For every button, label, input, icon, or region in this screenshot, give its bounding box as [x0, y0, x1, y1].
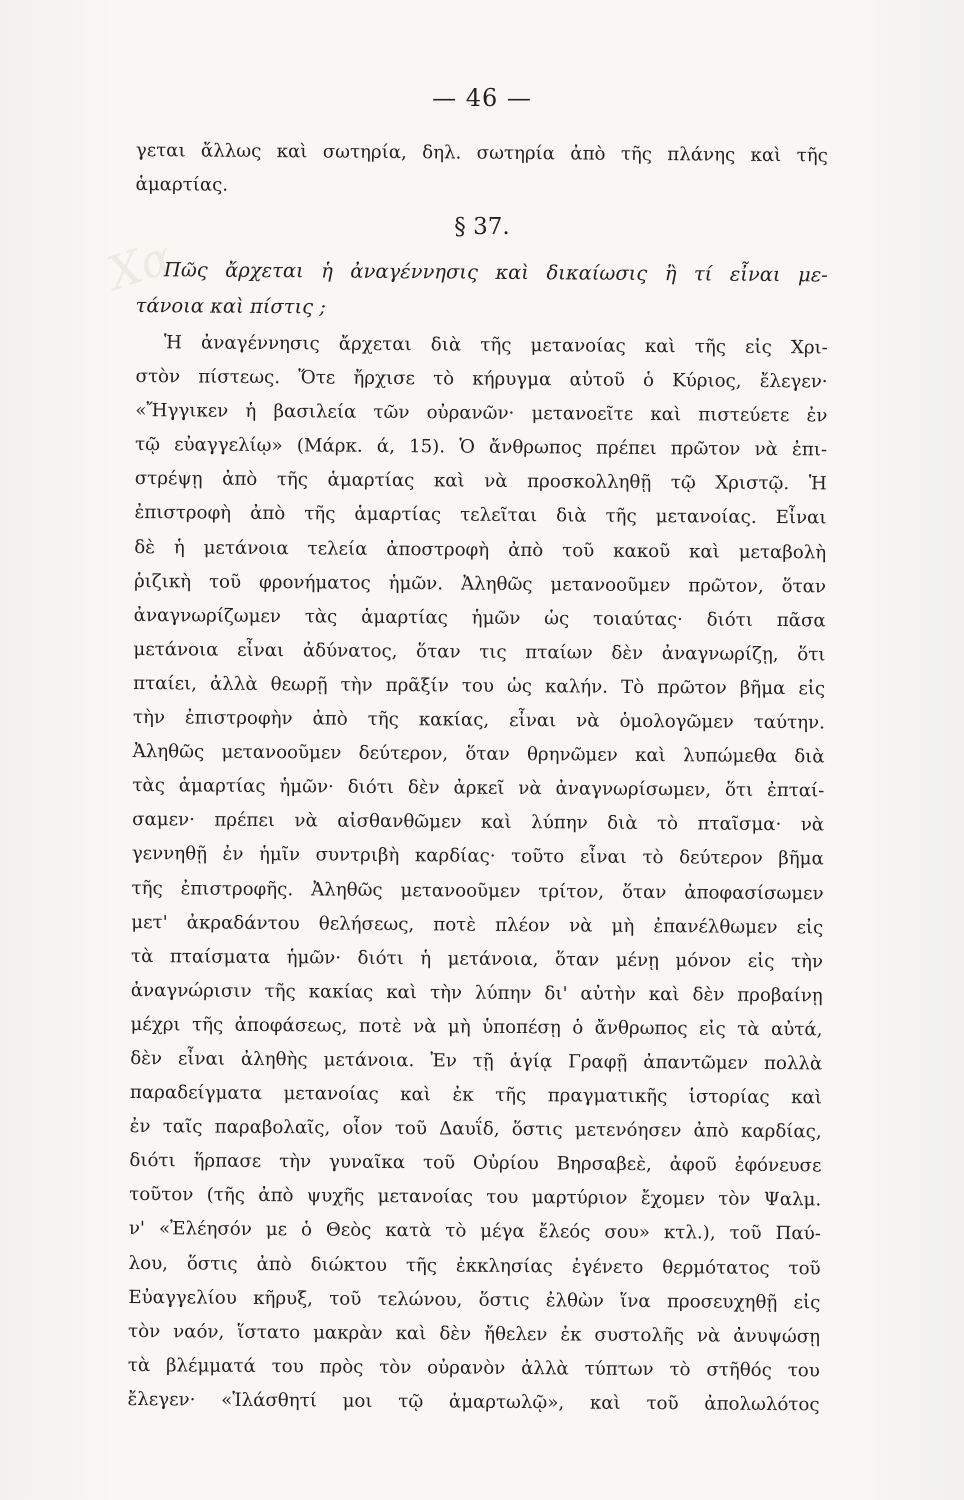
text-line: ἐπιστροφὴ ἀπὸ τῆς ἁμαρτίας τελεῖται διὰ τῆς μετανοίας. Εἶναι	[134, 502, 827, 529]
text-line: στρέψῃ ἀπὸ τῆς ἁμαρτίας καὶ νὰ προσκολληθῇ τῷ Χριστῷ. Ἡ	[134, 468, 827, 495]
text-line: «Ἤγγικεν ἡ βασιλεία τῶν οὐρανῶν· μετανοεῖτε καὶ πιστεύετε ἐν	[135, 400, 828, 427]
text-line: ἀναγνωρίζωμεν τὰς ἁμαρτίας ἡμῶν ὡς τοιαύτας· διότι πᾶσα	[133, 604, 826, 632]
text-line: μέχρι τῆς ἀποφάσεως, ποτὲ νὰ μὴ ὑποπέσῃ ὁ ἄνθρωπος εἰς τὰ αὐτά,	[130, 1013, 823, 1041]
text-line: δὲ ἡ μετάνοια τελεία ἀποστροφὴ ἀπὸ τοῦ κακοῦ καὶ μεταβολὴ	[134, 536, 827, 563]
text-line: Ἀληθῶς μετανοοῦμεν δεύτερον, ὅταν θρηνῶμεν καὶ λυπώμεθα διὰ	[132, 741, 825, 768]
text-line: τοῦτον (τῆς ἀπὸ ψυχῆς μετανοίας του μαρτύριον ἔχομεν τὸν Ψαλμ.	[129, 1184, 822, 1211]
body-paragraph	[127, 326, 828, 1422]
text-line: τὰ πταίσματα ἡμῶν· διότι ἡ μετάνοια, ὅταν μένῃ μόνον εἰς τὴν	[130, 945, 824, 973]
section-question	[135, 252, 828, 329]
text-line: γεννηθῇ ἐν ἡμῖν συντριβὴ καρδίας· τοῦτο εἶναι τὸ δεύτερον βῆμα	[131, 843, 824, 870]
text-line: Εὐαγγελίου κῆρυξ, τοῦ τελώνου, ὅστις ἐλθὼν ἵνα προσευχηθῇ εἰς	[128, 1286, 821, 1314]
text-line: μετάνοια εἶναι ἀδύνατος, ὅταν τις πταίων δὲν ἀναγνωρίζῃ, ὅτι	[133, 638, 826, 666]
text-line: τῷ εὐαγγελίῳ» (Μάρκ. ά, 15). Ὁ ἄνθρωπος πρέπει πρῶτον νὰ ἐπι-	[134, 434, 828, 461]
text-line: τὰ βλέμματά του πρὸς τὸν οὐρανὸν ἀλλὰ τύπτων τὸ στῆθός του	[127, 1354, 820, 1382]
text-line: τὰς ἁμαρτίας ἡμῶν· διότι δὲν ἀρκεῖ νὰ ἀναγνωρίσωμεν, ὅτι ἐπταί-	[132, 775, 825, 802]
margin-mark: Χα	[101, 229, 179, 301]
section-heading: § 37.	[454, 214, 510, 240]
text-line: τὸν ναόν, ἵστατο μακρὰν καὶ δὲν ἤθελεν ἐκ συστολῆς νὰ ἀνυψώσῃ	[128, 1320, 821, 1348]
text-line: σαμεν· πρέπει νὰ αἰσθανθῶμεν καὶ λύπην διὰ τὸ πταῖσμα· νὰ	[132, 809, 825, 836]
text-line: γεται ἄλλως καὶ σωτηρία, δηλ. σωτηρία ἀπὸ τῆς πλάνης καὶ τῆς	[135, 139, 828, 167]
text-line: τὴν ἐπιστροφὴν ἀπὸ τῆς κακίας, εἶναι νὰ ὁμολογῶμεν ταύτην.	[132, 707, 825, 734]
text-line: παραδείγματα μετανοίας καὶ ἐκ τῆς πραγματικῆς ἱστορίας καὶ	[129, 1082, 823, 1109]
text-line: ν' «Ἐλέησόν με ὁ Θεὸς κατὰ τὸ μέγα ἔλεός σου» κτλ.), τοῦ Παύ-	[128, 1218, 821, 1245]
text-line: πταίει, ἀλλὰ θεωρῇ τὴν πρᾶξίν του ὡς καλήν. Τὸ πρῶτον βῆμα εἰς	[133, 672, 826, 700]
text-line: ἔλεγεν· «Ἱλάσθητί μοι τῷ ἁμαρτωλῷ», καὶ τοῦ ἀπολωλότος	[127, 1388, 820, 1416]
text-line: ἐν ταῖς παραβολαῖς, οἷον τοῦ Δαυΐδ, ὅστις μετενόησεν ἀπὸ καρδίας,	[129, 1116, 822, 1143]
intro-paragraph	[135, 134, 828, 208]
page-number: — 46 —	[432, 84, 532, 112]
text-line: στὸν πίστεως. Ὅτε ἤρχισε τὸ κήρυγμα αὐτοῦ ὁ Κύριος, ἔλεγεν·	[135, 366, 828, 393]
question-line: Πῶς ἄρχεται ἡ ἀναγέννησις καὶ δικαίωσις ἢ τί εἶναι με-	[163, 258, 828, 287]
text-line: ἁμαρτίας.	[135, 174, 229, 196]
text-line: μετ' ἀκραδάντου θελήσεως, ποτὲ πλέον νὰ μὴ ἐπανέλθωμεν εἰς	[131, 911, 824, 939]
text-line: δὲν εἶναι ἀληθὴς μετάνοια. Ἐν τῇ ἁγίᾳ Γραφῇ ἀπαντῶμεν πολλὰ	[130, 1047, 823, 1075]
text-line: Ἡ ἀναγέννησις ἄρχεται διὰ τῆς μετανοίας καὶ τῆς εἰς Χρι-	[163, 332, 828, 359]
text-line: διότι ἥρπασε τὴν γυναῖκα τοῦ Οὐρίου Βηρσαβεὲ, ἀφοῦ ἐφόνευσε	[129, 1150, 822, 1177]
question-line: τάνοια καὶ πίστις ;	[135, 293, 326, 319]
text-line: λου, ὅστις ἀπὸ διώκτου τῆς ἐκκλησίας ἐγένετο θερμότατος τοῦ	[128, 1252, 821, 1279]
text-line: ῥιζικὴ τοῦ φρονήματος ἡμῶν. Ἀληθῶς μετανοοῦμεν πρῶτον, ὅταν	[133, 570, 827, 598]
text-line: τῆς ἐπιστροφῆς. Ἀληθῶς μετανοοῦμεν τρίτον, ὅταν ἀποφασίσωμεν	[131, 877, 824, 904]
text-line: ἀναγνώρισιν τῆς κακίας καὶ τὴν λύπην δι' αὐτὴν καὶ δὲν προβαίνῃ	[130, 979, 823, 1007]
